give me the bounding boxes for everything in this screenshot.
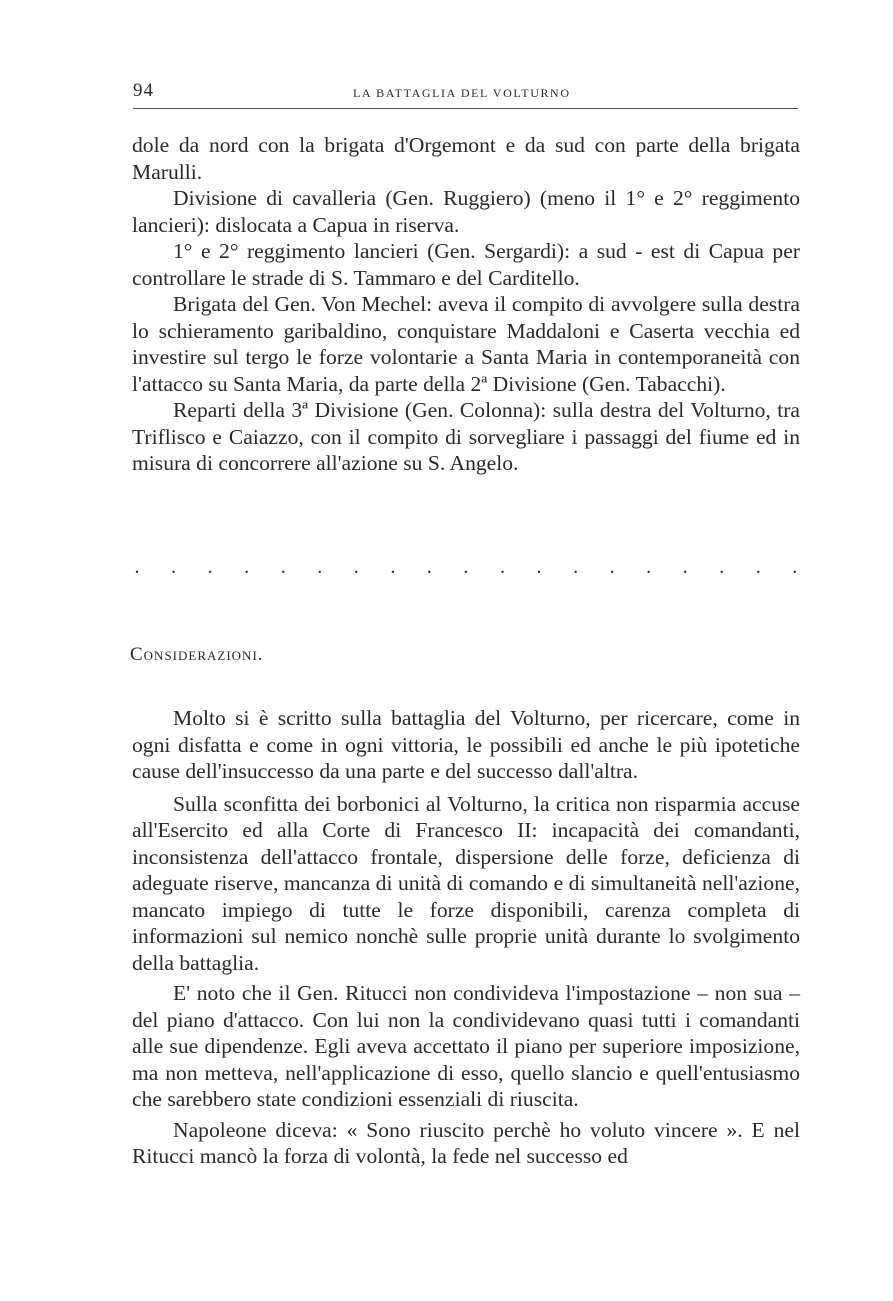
top-text-block: [132, 132, 800, 477]
paragraph-lancers: 1° e 2° reggimento lancieri (Gen. Sergardi): a sud - est di Capua per controllare le strade di S. Tammaro e del Carditello.: [132, 239, 800, 290]
dot: .: [280, 556, 286, 578]
paragraph-intro: Molto si è scritto sulla battaglia del Volturno, per ricercare, come in ogni disfatta e come in ogni vittoria, le possibili ed anche le più ipotetiche cause dell'insuccesso da una parte e del successo dall'altra.: [132, 706, 800, 783]
dot: .: [792, 556, 798, 578]
dot: .: [499, 556, 505, 578]
paragraph-ritucci: E' noto che il Gen. Ritucci non condivideva l'impostazione – non sua – del piano d'attacco. Con lui non la condividevano quasi tutti i comandanti alle sue dipendenze. Egli aveva accettato il piano per superiore imposizione, ma non metteva, nell'applicazione di esso, quello slancio e quell'entusiasmo che sarebbero state condizioni essenziali di riuscita.: [132, 981, 800, 1111]
dot: .: [390, 556, 396, 578]
page-header: [133, 78, 798, 109]
dot: .: [536, 556, 542, 578]
dot: .: [755, 556, 761, 578]
ellipsis-separator: [132, 556, 800, 579]
dot: .: [609, 556, 615, 578]
paragraph-cavalry-division: Divisione di cavalleria (Gen. Ruggiero) (meno il 1° e 2° reggimento lancieri): dislocata a Capua in riserva.: [132, 186, 800, 237]
dot: .: [463, 556, 469, 578]
bottom-text-block: [132, 705, 800, 1170]
section-title: Considerazioni.: [130, 644, 264, 665]
dot: .: [207, 556, 213, 578]
dot: .: [353, 556, 359, 578]
dot: .: [682, 556, 688, 578]
dot: .: [719, 556, 725, 578]
dot: .: [426, 556, 432, 578]
paragraph-von-mechel-brigade: Brigata del Gen. Von Mechel: aveva il compito di avvolgere sulla destra lo schieramento garibaldino, conquistare Maddaloni e Caserta vecchia ed investire sul tergo le forze volontarie a Santa Maria in contemporaneità con l'attacco su Santa Maria, da parte della 2ª Divisione (Gen. Tabacchi).: [132, 292, 800, 396]
paragraph-continuation: dole da nord con la brigata d'Orgemont e da sud con parte della brigata Marulli.: [132, 133, 800, 184]
dot: .: [244, 556, 250, 578]
dot: .: [646, 556, 652, 578]
running-head: LA BATTAGLIA DEL VOLTURNO: [353, 86, 571, 100]
dot: .: [134, 556, 140, 578]
dot: .: [317, 556, 323, 578]
paragraph-defeat-critique: Sulla sconfitta dei borbonici al Volturno, la critica non risparmia accuse all'Esercito ed alla Corte di Francesco II: incapacità dei comandanti, inconsistenza dell'attacco frontale, dispersione delle forze, deficienza di adeguate riserve, mancanza di unità di comando e di simultaneità nell'azione, mancato impiego di tutte le forze disponibili, carenza completa di informazioni sul nemico nonchè sulle proprie unità durante lo svolgimento della battaglia.: [132, 791, 800, 975]
paragraph-third-division: Reparti della 3ª Divisione (Gen. Colonna): sulla destra del Volturno, tra Triflisco e Caiazzo, con il compito di sorvegliare i passaggi del fiume ed in misura di concorrere all'azione su S. Angelo.: [132, 398, 800, 475]
dot: .: [171, 556, 177, 578]
dot: .: [573, 556, 579, 578]
page-number: 94: [133, 80, 154, 101]
paragraph-napoleon: Napoleone diceva: « Sono riuscito perchè ho voluto vincere ». E nel Ritucci mancò la forza di volontà, la fede nel successo ed: [132, 1117, 800, 1168]
